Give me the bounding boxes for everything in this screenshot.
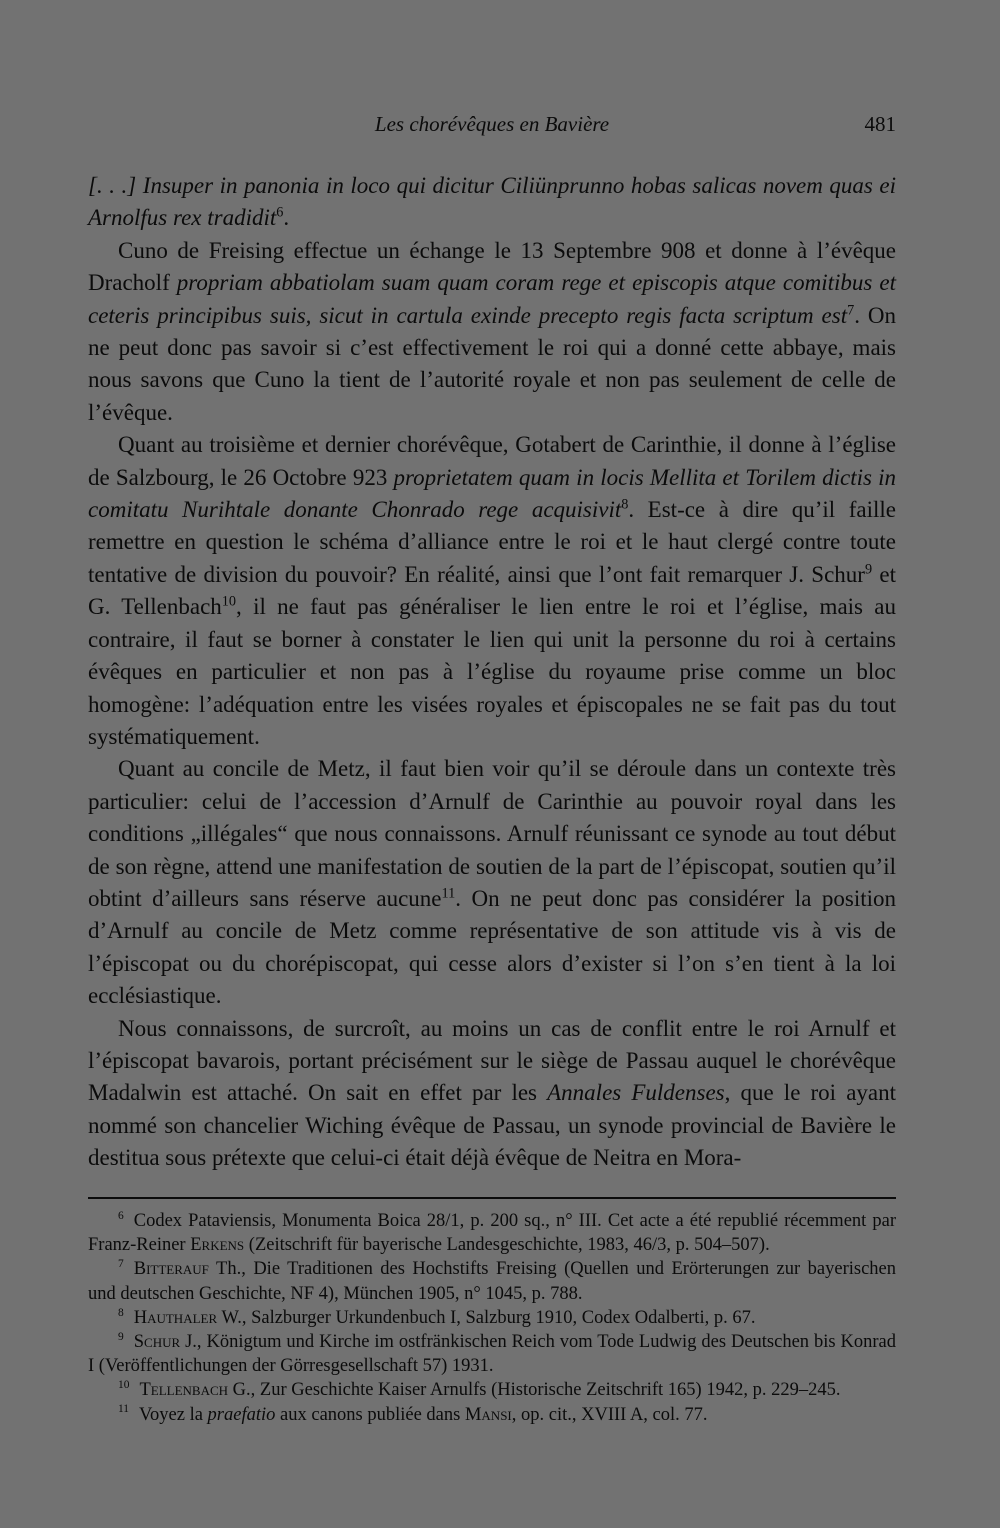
- footnote-author: Bitterauf: [133, 1259, 209, 1280]
- main-text: [88, 170, 896, 1175]
- paragraph-text: , il ne faut pas généraliser le lien entre le roi et l’église, mais au contraire, il faut se borner à constater le lien qui unit la personne du roi à certains évêques en particulier et non pas à l’église du royaume prise comme un bloc homogène: l’adéquation entre les visées royales et épiscopales ne se fait pas du tout systématiquement.: [88, 594, 896, 749]
- footnote-text: Th., Die Traditionen des Hochstifts Freising (Quellen und Erörterungen zur bayerischen und deutschen Geschichte, NF 4), München 1905, n° 1045, p. 788.: [88, 1259, 896, 1304]
- footnote-number: 10: [118, 1379, 130, 1392]
- paragraph-text: Quant au troisième et dernier chorévêque, Gotabert de Carinthie, il donne à l’église de Salzbourg, le 26 Octobre 923: [88, 432, 896, 490]
- footnote-author: Tellenbach: [139, 1380, 229, 1401]
- paragraph-text: . On ne peut donc pas savoir si c’est effectivement le roi qui a donné cette abbaye, mais nous savons que Cuno la tient de l’autorité royale et non pas seulement de celle de l’évêque.: [88, 302, 896, 425]
- paragraph-text: .: [283, 205, 290, 231]
- footnote-9: [88, 1330, 896, 1378]
- footnote-7: [88, 1257, 896, 1305]
- latin-quote: propriam abbatiolam suam quam coram rege et episcopis atque comitibus et ceteris principibus suis, sicut in cartula exinde precepto regis facta scriptum est: [88, 270, 896, 328]
- footnote-number: 11: [118, 1403, 130, 1416]
- page-header: [88, 108, 896, 140]
- footnote-text: Voyez la: [139, 1404, 208, 1425]
- footnote-number: 8: [118, 1306, 124, 1319]
- footnote-ref-11[interactable]: 11: [441, 885, 456, 902]
- paragraph-5: [88, 1013, 896, 1175]
- footnote-text: (Zeitschrift für bayerische Landesgeschichte, 1983, 46/3, p. 504–507).: [244, 1235, 770, 1256]
- paragraph-4: [88, 753, 896, 1012]
- footnote-number: 6: [118, 1209, 124, 1222]
- footnote-author: Hauthaler: [133, 1307, 218, 1328]
- paragraph-text: . Est-ce à dire qu’il faille remettre en question le schéma d’alliance entre le roi et le haut clergé contre toute tentative de division du pouvoir? En réalité, ainsi que l’ont fait remarquer J. Schur: [88, 497, 896, 587]
- paragraph-3: [88, 429, 896, 753]
- footnote-text: aux canons publiée dans: [275, 1404, 465, 1425]
- paragraph-1: [88, 170, 896, 235]
- footnote-ref-10[interactable]: 10: [221, 593, 237, 610]
- footnote-text: , op. cit., XVIII A, col. 77.: [511, 1404, 708, 1425]
- footnote-6: [88, 1209, 896, 1257]
- footnote-number: 9: [118, 1330, 124, 1343]
- paragraph-2: [88, 235, 896, 429]
- footnote-ref-8[interactable]: 8: [621, 496, 629, 513]
- footnote-ref-6[interactable]: 6: [276, 204, 284, 221]
- latin-quote: [. . .] Insuper in panonia in loco qui dicitur Ciliünprunno hobas salicas novem quas ei Arnolfus rex tradidit: [88, 173, 896, 231]
- footnote-ref-7[interactable]: 7: [847, 301, 855, 318]
- footnote-ref-9[interactable]: 9: [864, 561, 873, 578]
- latin-quote: proprietatem quam in locis Mellita et Torilem dictis in comitatu Nurihtale donante Chonrado rege acquisivit: [88, 464, 896, 523]
- footnote-11: [88, 1403, 896, 1427]
- page-number: 481: [864, 112, 896, 136]
- paragraph-text: Quant au concile de Metz, il faut bien voir qu’il se déroule dans un contexte très particulier: celui de l’accession d’Arnulf de Carinthie au pouvoir royal dans les conditions „illégales“ que nous connaissons. Arnulf réunissant ce synode au tout début de son règne, attend une manifestation de soutien de la part de l’épiscopat, soutien qu’il obtint d’ailleurs sans réserve aucune: [88, 756, 896, 911]
- footnote-text: G., Zur Geschichte Kaiser Arnulfs (Historische Zeitschrift 165) 1942, p. 229–245.: [228, 1380, 841, 1401]
- paragraph-text: . On ne peut donc pas considérer la position d’Arnulf au concile de Metz comme représentative de son attitude vis à vis de l’épiscopat ou du chorépiscopat, qui cesse alors d’exister si l’on s’en tient à la loi ecclésiastique.: [88, 885, 896, 1009]
- paragraph-text: , que le roi ayant nommé son chancelier Wiching évêque de Passau, un synode provincial de Bavière le destitua sous prétexte que celui-ci était déjà évêque de Neitra en Mora-: [88, 1080, 896, 1171]
- work-title: Annales Fuldenses: [547, 1080, 725, 1106]
- footnote-italic: praefatio: [207, 1404, 276, 1425]
- footnote-text: Codex Pataviensis, Monumenta Boica 28/1, p. 200 sq., n° III. Cet acte a été republié récemment par Franz-Reiner: [88, 1211, 896, 1256]
- footnote-author: Schur: [133, 1332, 181, 1353]
- footnote-text: J., Königtum und Kirche im ostfränkischen Reich vom Tode Ludwig des Deutschen bis Konrad I (Veröffentlichungen der Görresgesellschaft 57) 1931.: [88, 1332, 896, 1377]
- paragraph-text: Nous connaissons, de surcroît, au moins un cas de conflit entre le roi Arnulf et l’épiscopat bavarois, portant précisément sur le siège de Passau auquel le chorévêque Madalwin est attaché. On sait en effet par les: [88, 1015, 896, 1106]
- paragraph-text: Cuno de Freising effectue un échange le 13 Septembre 908 et donne à l’évêque Dracholf: [88, 237, 896, 296]
- footnote-author: Erkens: [190, 1235, 245, 1256]
- paragraph-text: et G. Tellenbach: [88, 561, 896, 620]
- footnote-8: [88, 1306, 896, 1330]
- footnote-text: W., Salzburger Urkundenbuch I, Salzburg 1910, Codex Odalberti, p. 67.: [217, 1307, 756, 1328]
- footnote-author: Mansi: [464, 1404, 512, 1425]
- footnotes: [88, 1209, 896, 1427]
- footnote-number: 7: [118, 1258, 124, 1271]
- footnote-10: [88, 1378, 896, 1402]
- running-title: Les chorévêques en Bavière: [374, 112, 610, 136]
- footnote-divider: [88, 1197, 896, 1199]
